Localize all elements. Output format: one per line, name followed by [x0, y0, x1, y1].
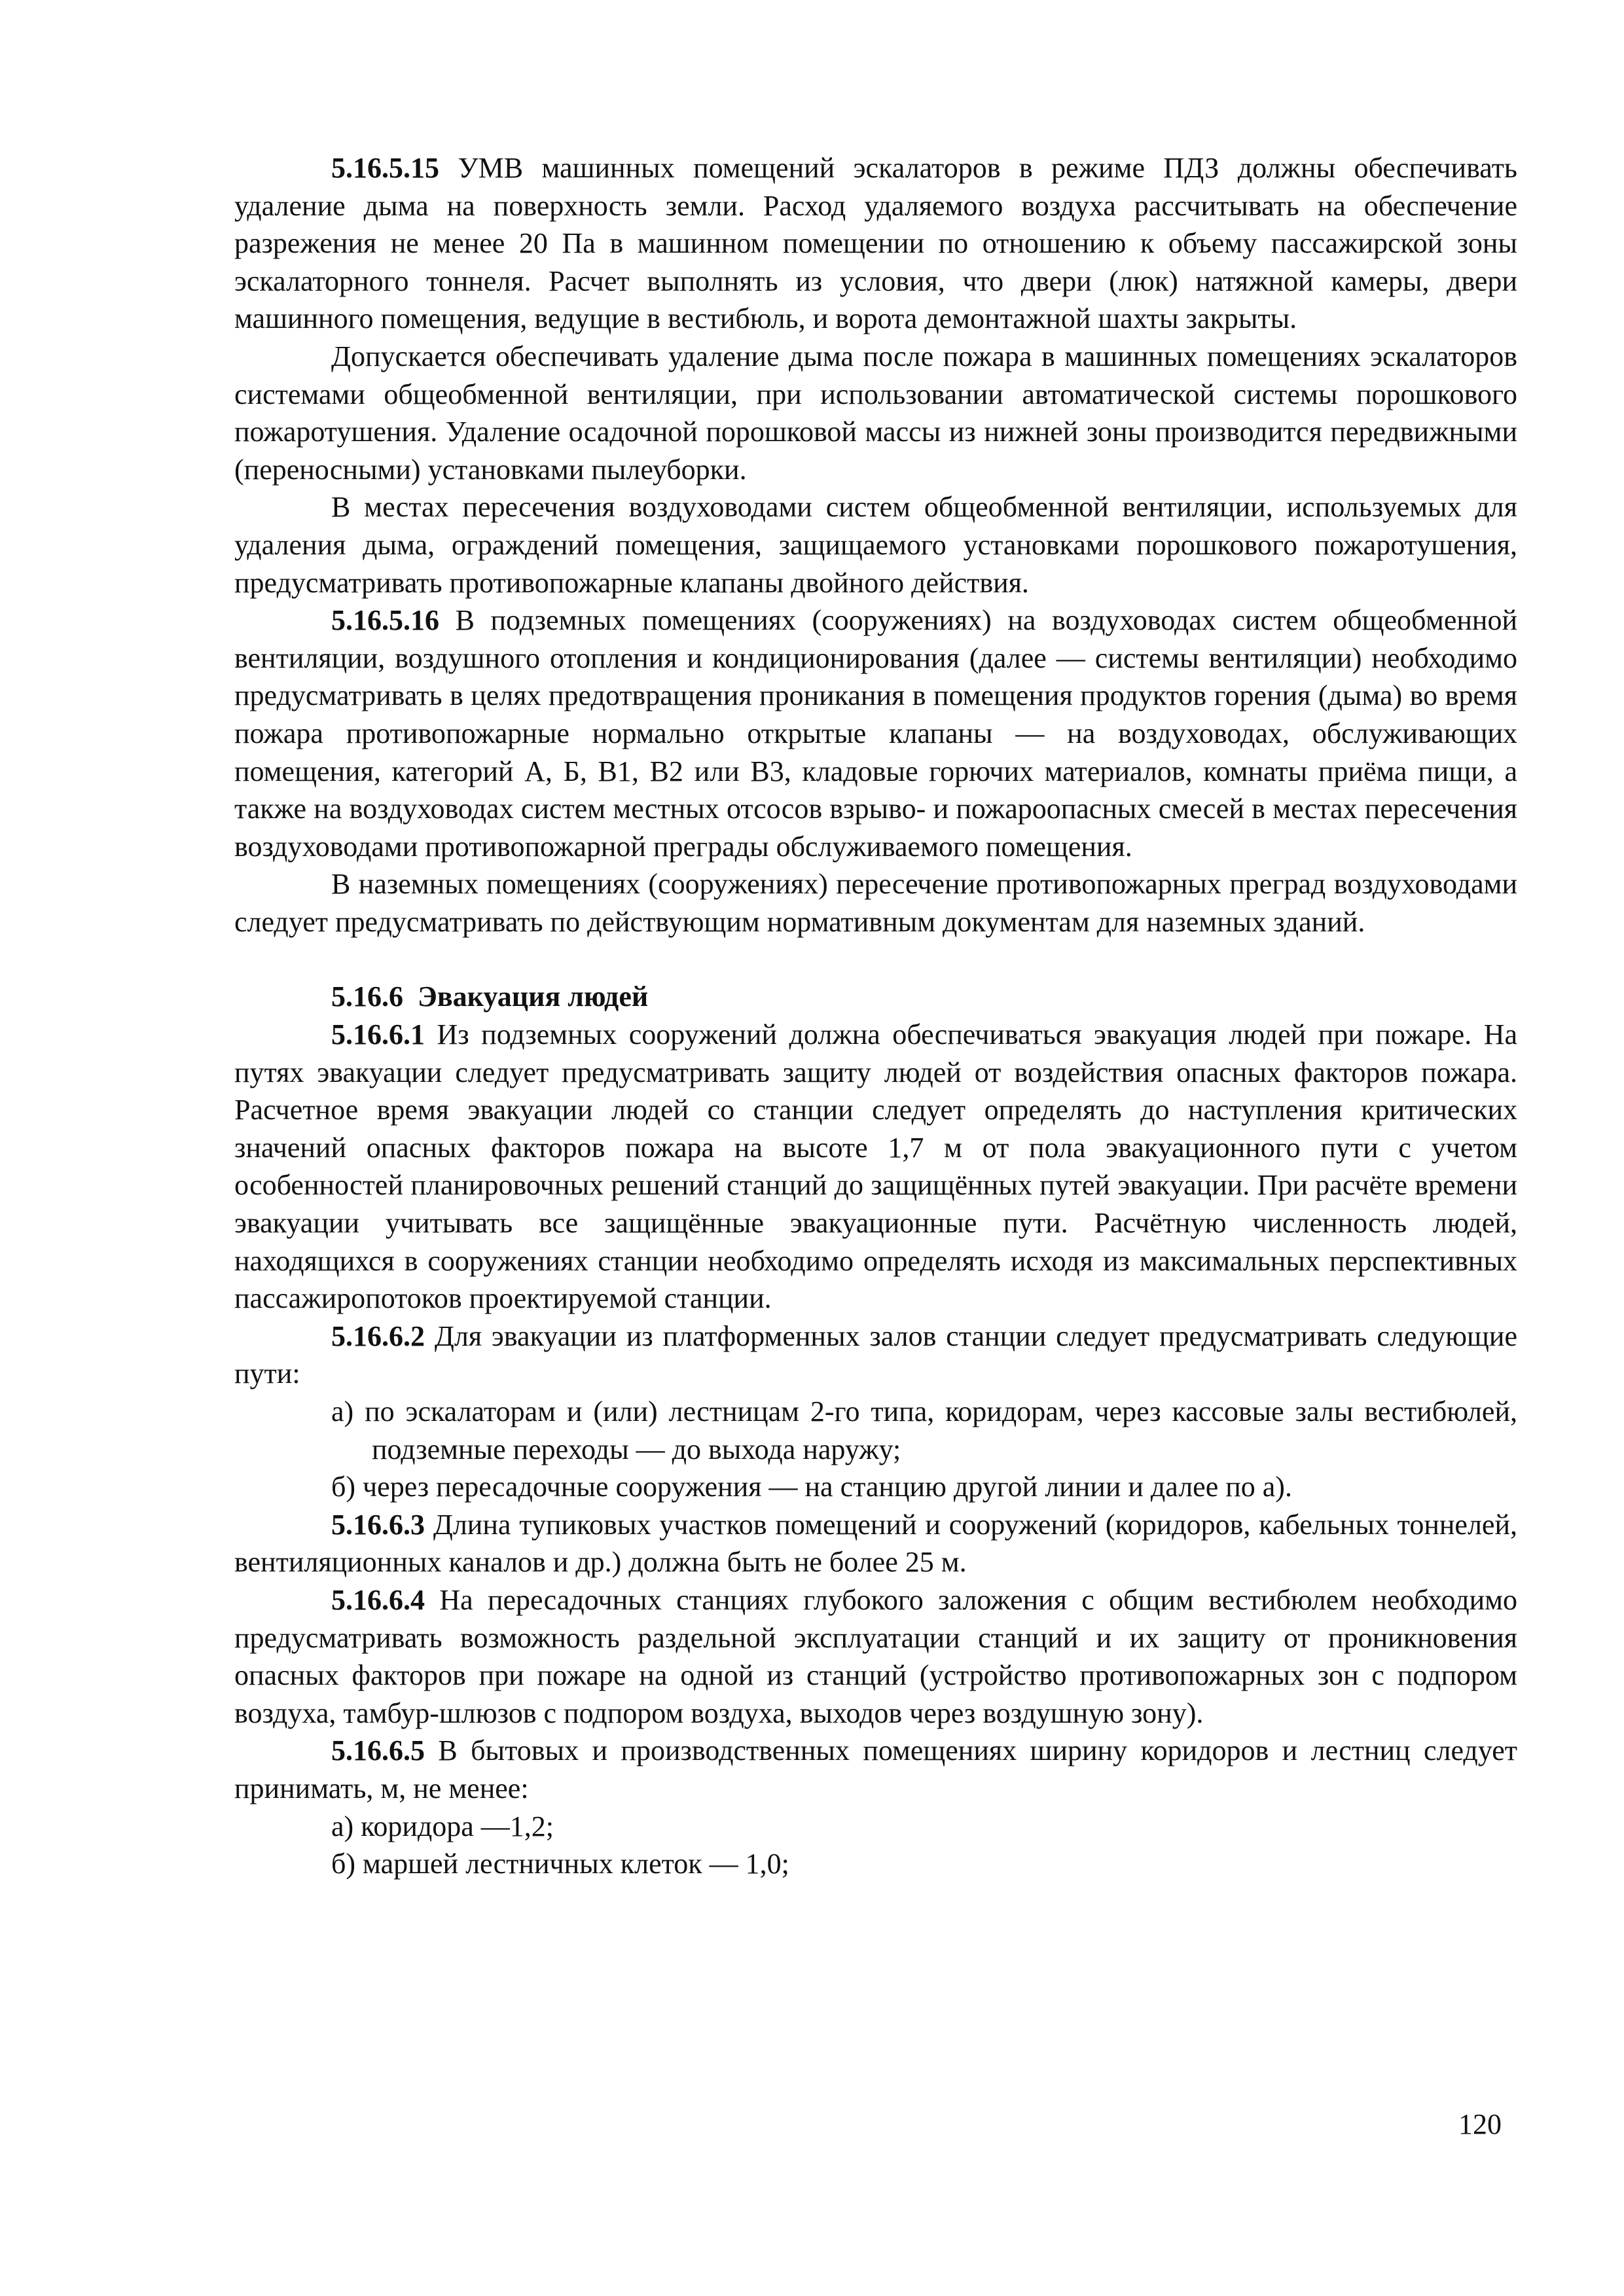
list-item-a-evacuation-route: а) по эскалаторам и (или) лестницам 2-го типа, коридорам, через кассовые залы вестибюлей, подземные переходы — до выхода наружу;	[331, 1395, 1517, 1465]
clause-text: УМВ машинных помещений эскалаторов в режиме ПДЗ должны обеспечивать удаление дыма на поверхность земли. Расход удаляемого воздуха рассчитывать на обеспечение разрежения не менее 20 Па в машинном помещении по отношению к объему пассажирской зоны эскалаторного тоннеля. Расчет выполнять из условия, что двери (люк) натяжной камеры, двери машинного помещения, ведущие в вестибюль, и ворота демонтажной шахты закрыты.	[234, 152, 1517, 335]
section-heading	[234, 978, 1517, 1016]
clause-number: 5.16.6.2	[331, 1319, 425, 1352]
clause-text: Из подземных сооружений должна обеспечиваться эвакуация людей при пожаре. На путях эвакуации следует предусматривать защиту людей от воздействия опасных факторов пожара. Расчетное время эвакуации людей со станции следует определять до наступления критических значений опасных факторов пожара на высоте 1,7 м от пола эвакуационного пути с учетом особенностей планировочных решений станций до защищённых путей эвакуации. При расчёте времени эвакуации учитывать все защищённые эвакуационные пути. Расчётную численность людей, находящихся в сооружениях станции необходимо определять исходя из максимальных перспективных пассажиропотоков проектируемой станции.	[234, 1018, 1517, 1315]
paragraph-5-16-6-4	[234, 1581, 1517, 1732]
page-number: 120	[1458, 2108, 1502, 2140]
paragraph-5-16-6-5	[234, 1732, 1517, 1807]
list-item-b-transfer-structures: б) через пересадочные сооружения — на станцию другой линии и далее по а).	[331, 1471, 1292, 1503]
clause-number: 5.16.6.3	[331, 1508, 425, 1541]
clause-number: 5.16.6.5	[331, 1734, 425, 1767]
paragraph-5-16-6-3	[234, 1506, 1517, 1581]
clause-number: 5.16.6.1	[331, 1018, 425, 1051]
section-number: 5.16.6	[331, 980, 403, 1013]
clause-number: 5.16.6.4	[331, 1583, 425, 1616]
paragraph-5-16-5-15	[234, 149, 1517, 338]
section-title: Эвакуация людей	[418, 980, 649, 1013]
paragraph-smoke-removal-after-fire: Допускается обеспечивать удаление дыма после пожара в машинных помещениях эскалаторов системами общеобменной вентиляции, при использовании автоматической системы порошкового пожаротушения. Удаление осадочной порошковой массы из нижней зоны производится передвижными (переносными) установками пылеуборки.	[234, 340, 1517, 486]
clause-number: 5.16.5.16	[331, 604, 439, 637]
paragraph-fire-dampers-double-action: В местах пересечения воздуховодами систем общеобменной вентиляции, используемых для удаления дыма, ограждений помещения, защищаемого установками порошкового пожаротушения, предусматривать противопожарные клапаны двойного действия.	[234, 491, 1517, 599]
clause-text: На пересадочных станциях глубокого заложения с общим вестибюлем необходимо предусматривать возможность раздельной эксплуатации станций и их защиту от проникновения опасных факторов при пожаре на одной из станций (устройство противопожарных зон с подпором воздуха, тамбур-шлюзов с подпором воздуха, выходов через воздушную зону).	[234, 1583, 1517, 1729]
list-item-a-corridor-width: а) коридора —1,2;	[331, 1810, 554, 1842]
clause-text: Длина тупиковых участков помещений и сооружений (коридоров, кабельных тоннелей, вентиляционных каналов и др.) должна быть не более 25 м.	[234, 1508, 1517, 1579]
clause-number: 5.16.5.15	[331, 152, 439, 184]
clause-text: Для эвакуации из платформенных залов станции следует предусматривать следующие пути:	[234, 1319, 1517, 1390]
paragraph-5-16-6-2	[234, 1318, 1517, 1393]
paragraph-ground-level-premises: В наземных помещениях (сооружениях) пересечение противопожарных преград воздуховодами следует предусматривать по действующим нормативным документам для наземных зданий.	[234, 868, 1517, 938]
page-body	[234, 149, 1517, 1883]
paragraph-5-16-6-1	[234, 1016, 1517, 1318]
clause-text: В бытовых и производственных помещениях ширину коридоров и лестниц следует принимать, м, не менее:	[234, 1734, 1517, 1804]
list-item-b-stair-flight-width: б) маршей лестничных клеток — 1,0;	[331, 1848, 789, 1880]
paragraph-5-16-5-16	[234, 601, 1517, 865]
clause-text: В подземных помещениях (сооружениях) на воздуховодах систем общеобменной вентиляции, воздушного отопления и кондиционирования (далее — системы вентиляции) необходимо предусматривать в целях предотвращения проникания в помещения продуктов горения (дыма) во время пожара противопожарные нормально открытые клапаны — на воздуховодах, обслуживающих помещения, категорий А, Б, В1, В2 или В3, кладовые горючих материалов, комнаты приёма пищи, а также на воздуховодах систем местных отсосов взрыво- и пожароопасных смесей в местах пересечения воздуховодами противопожарной преграды обслуживаемого помещения.	[234, 604, 1517, 863]
